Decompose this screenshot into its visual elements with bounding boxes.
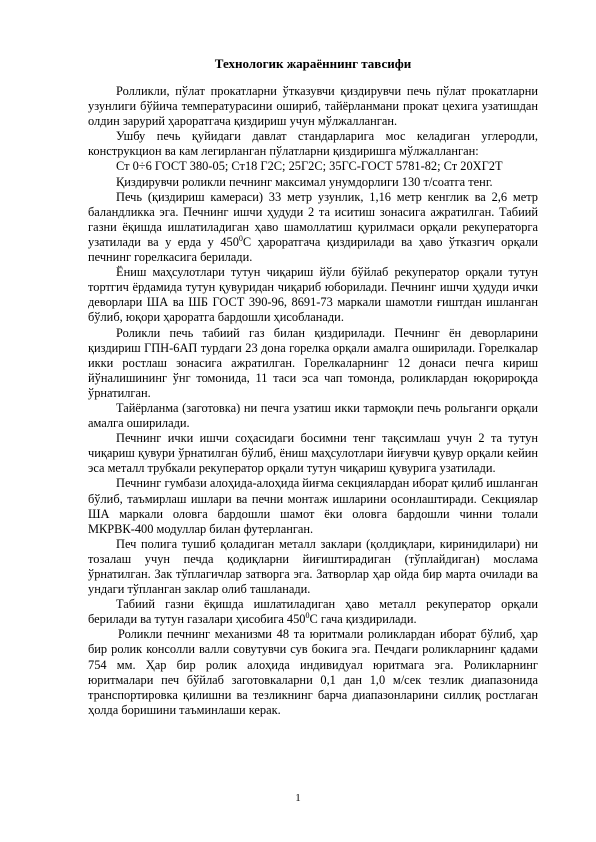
document-body — [88, 84, 538, 718]
paragraph-burners: Роликли печь табиий газ билан қиздирилади. Печнинг ён деворларини қиздириш ГПН-6АП турдаги 23 дона горелка орқали амалга оширилади. Горелкалар икки ростлаш зонасига ажратилган. Горелкаларнинг 12 донаси печга кириш йўналишининг ўнг томонида, 11 таси эса чап томонда, роликлардан юқорироқда ўрнатилган. — [88, 325, 538, 400]
paragraph-roller-mechanism: Роликли печнинг механизми 48 та юритмали роликлардан иборат бўлиб, ҳар бир ролик консолли валли совутувчи сув бокига эга. Печдаги роликларнинг қадами 754 мм. Ҳар бир ролик алоҳида индивидуал юритмага эга. Роликларнинг юритмалари печ бўйлаб заготовкаларни 0,1 дан 1,0 м/сек тезлик диапазонида транспортировка қилишни ва тезликнинг барча диапазонларини силлиқ ростлаган ҳолда боришини таъминлаши керак. — [88, 627, 538, 717]
paragraph-scale-removal: Печ полига тушиб қоладиган металл заклари (қолдиқлари, киринидилари) ни тозалаш учун печда қодиқларни йиғиштирадиган (тўплайдиган) мослама ўрнатилган. Зак тўплагичлар затворга эга. Затворлар ҳар ойда бир марта очилади ва ундаги тўпланган заклар олиб ташланади. — [88, 536, 538, 597]
paragraph-pressure: Печнинг ички ишчи соҳасидаги босимни тенг тақсимлаш учун 2 та тутун чиқариш қувури ўрнатилган бўлиб, ёниш маҳсулотлари йиғувчи қувур орқали кейин эса металл трубкали рекуператор орқали тутун чиқариш қувурига узатилади. — [88, 431, 538, 476]
page-number: 1 — [295, 792, 301, 804]
degree-superscript-2: 0 — [305, 611, 310, 621]
paragraph-standards-intro: Ушбу печь қуйидаги давлат стандарларига мос келадиган углеродли, конструкцион ва кам легирланган пўлатларни қиздиришга мўлжалланган: — [88, 129, 538, 159]
document-title: Технологик жараённинг тавсифи — [214, 56, 412, 71]
chamber-text: Печь (қиздириш камераси) 33 метр узунлик, 1,16 метр кенглик ва 2,6 метр баландликка эга. Печнинг ишчи ҳудуди 2 та иситиш зонасига ажратилган. Табиий газни ёқишда ишлатиладиган ҳаво шамоллатиш қурилмаси орқали рекуператорга узатилади ва у ерда у 450 — [88, 189, 538, 249]
paragraph-steel-grades: Ст 0÷6 ГОСТ 380-05; Ст18 Г2С; 25Г2С; 35ГС-ГОСТ 5781-82; Ст 20ХГ2Т — [116, 159, 503, 174]
chamber-text-tail: С ҳароратгача қиздирилади ва ҳаво ўтказгич орқали печнинг горелкасига берилади. — [88, 234, 539, 265]
air-heating-text: Табиий газни ёқишда ишлатиладиган ҳаво металл рекуператор орқали берилади ва тутун газалари ҳисобига 450 — [88, 597, 538, 627]
paragraph-purpose: Ролликли, пўлат прокатларни ўтказувчи қиздирувчи печь пўлат прокатларни узунлиги бўйича температурасини ошириб, тайёрланмани прокат цехига узатишдан олдин зарурий ҳароратгача қиздириш учун мўлжалланган. — [88, 84, 538, 129]
paragraph-combustion: Ёниш маҳсулотлари тутун чиқариш йўли бўйлаб рекуператор орқали тутун тортгич ёрдамида тутун қувуридан чиқариб юборилади. Печнинг ишчи ҳудуди ички деворлари ША ва ШБ ГОСТ 390-96, 8691-73 маркали шамотли ғиштдан ишланган бўлиб, юқори ҳароратга бардошли ҳисобланади. — [88, 265, 538, 325]
paragraph-air-heating — [88, 597, 538, 627]
paragraph-capacity: Қиздирувчи роликли печнинг максимал унумдорлиги 130 т/соатга тенг. — [116, 174, 493, 189]
paragraph-roof: Печнинг гумбази алоҳида-алоҳида йиғма секциялардан иборат қилиб ишланган бўлиб, таъмирлаш ишлари ва печни монтаж ишларини осонлаштиради. Секциялар ША маркали оловга бардошли шамот ёки оловга бардошли чинни толали МКРВК-400 модуллар билан футерланган. — [88, 476, 538, 536]
degree-superscript: 0 — [238, 233, 243, 243]
paragraph-feeding: Тайёрланма (заготовка) ни печга узатиш икки тармоқли печь рольганги орқали амалга оширилади. — [88, 400, 538, 431]
air-heating-tail: С гача қиздирилади. — [309, 612, 417, 627]
paragraph-chamber — [88, 190, 538, 265]
